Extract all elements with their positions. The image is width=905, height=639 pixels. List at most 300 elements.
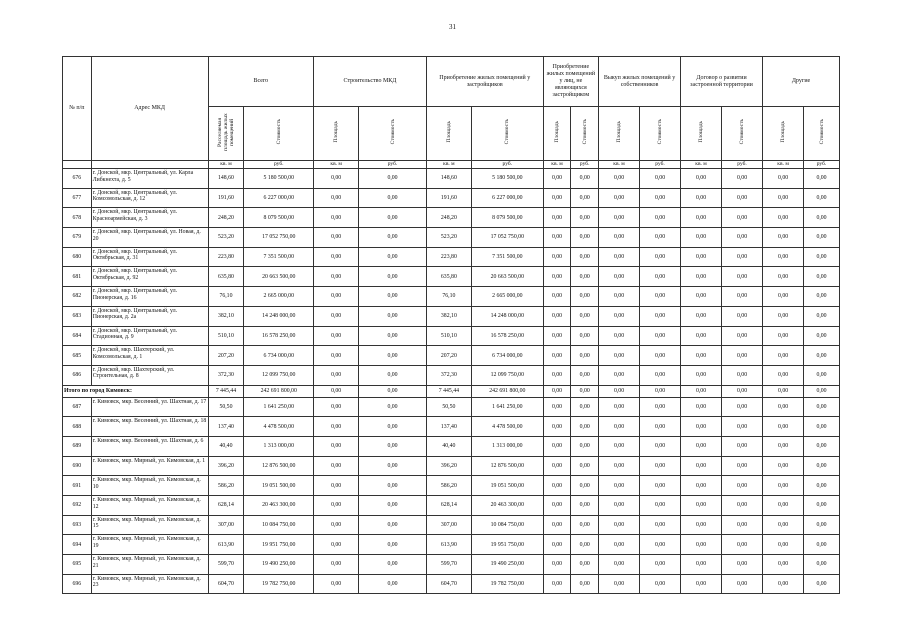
row-number: 683	[63, 306, 92, 326]
table-row	[63, 287, 840, 307]
cell-cost: 10 084 750,00	[471, 515, 543, 535]
cell-area: 0,00	[543, 326, 571, 346]
cell-area: 586,20	[208, 476, 244, 496]
cell-cost: 0,00	[722, 574, 763, 594]
subheader-area: Площадь	[763, 107, 804, 161]
cell-area: 0,00	[543, 365, 571, 385]
row-number: 693	[63, 515, 92, 535]
cell-cost: 0,00	[722, 535, 763, 555]
cell-cost: 4 478 500,00	[471, 417, 543, 437]
table-row	[63, 326, 840, 346]
cell-area: 0,00	[681, 476, 722, 496]
total-label: Итого по город Кимовск:	[63, 385, 209, 397]
subheader-cost: Стоимость	[359, 107, 427, 161]
row-address: г. Кимовск, мкр. Мирный, ул. Кимовская, д. 19	[91, 535, 208, 555]
row-number: 677	[63, 188, 92, 208]
total-area: 0,00	[681, 385, 722, 397]
cell-area: 223,80	[426, 247, 471, 267]
table-row	[63, 247, 840, 267]
cell-area: 0,00	[543, 476, 571, 496]
cell-cost: 0,00	[571, 535, 599, 555]
cell-cost: 0,00	[571, 456, 599, 476]
cell-cost: 0,00	[640, 574, 681, 594]
cell-cost: 20 663 500,00	[244, 267, 314, 287]
cell-cost: 0,00	[359, 555, 427, 575]
cell-cost: 0,00	[571, 287, 599, 307]
table-row	[63, 208, 840, 228]
cell-area: 510,10	[208, 326, 244, 346]
cell-area: 0,00	[314, 267, 359, 287]
cell-area: 0,00	[543, 515, 571, 535]
cell-area: 0,00	[599, 267, 640, 287]
cell-area: 0,00	[599, 417, 640, 437]
cell-cost: 0,00	[640, 535, 681, 555]
cell-cost: 0,00	[571, 228, 599, 248]
cell-cost: 1 313 000,00	[471, 436, 543, 456]
cell-cost: 0,00	[722, 417, 763, 437]
cell-area: 0,00	[599, 574, 640, 594]
cell-cost: 0,00	[804, 346, 840, 366]
cell-area: 50,50	[426, 397, 471, 417]
table-row	[63, 397, 840, 417]
cell-area: 0,00	[763, 169, 804, 189]
cell-cost: 0,00	[722, 287, 763, 307]
group-header-nondeveloper-purchase: Приобретение жилых помещений у лиц, не являющихся застройщиком	[543, 57, 598, 107]
cell-area: 0,00	[543, 188, 571, 208]
cell-area: 0,00	[763, 267, 804, 287]
cell-area: 0,00	[681, 417, 722, 437]
cell-cost: 0,00	[640, 436, 681, 456]
cell-cost: 0,00	[571, 188, 599, 208]
cell-cost: 0,00	[571, 267, 599, 287]
table-row	[63, 267, 840, 287]
row-address: г. Кимовск, мкр. Мирный, ул. Кимовская, д. 15	[91, 515, 208, 535]
cell-cost: 0,00	[722, 326, 763, 346]
cell-cost: 0,00	[804, 515, 840, 535]
cell-cost: 0,00	[640, 326, 681, 346]
cell-area: 0,00	[543, 574, 571, 594]
cell-cost: 0,00	[804, 169, 840, 189]
row-address: г. Донской, мкр. Шахтерский, ул. Строительная, д. 8	[91, 365, 208, 385]
cell-cost: 0,00	[359, 397, 427, 417]
table-row	[63, 306, 840, 326]
cell-area: 0,00	[314, 169, 359, 189]
cell-cost: 0,00	[640, 397, 681, 417]
cell-area: 0,00	[599, 496, 640, 516]
cell-area: 0,00	[599, 456, 640, 476]
cell-area: 191,60	[208, 188, 244, 208]
cell-cost: 0,00	[571, 346, 599, 366]
cell-area: 510,10	[426, 326, 471, 346]
cell-area: 0,00	[599, 306, 640, 326]
group-header-territory-contract: Договор о развитии застроенной территории	[681, 57, 763, 107]
cell-cost: 0,00	[722, 476, 763, 496]
row-address: г. Кимовск, мкр. Весенний, ул. Шахтная, д. 17	[91, 397, 208, 417]
cell-area: 0,00	[314, 208, 359, 228]
group-header-buyout: Выкуп жилых помещений у собственников	[599, 57, 681, 107]
cell-cost: 0,00	[359, 169, 427, 189]
cell-cost: 0,00	[804, 306, 840, 326]
cell-area: 0,00	[681, 397, 722, 417]
group-header-other: Другие	[763, 57, 840, 107]
cell-cost: 0,00	[804, 397, 840, 417]
cell-area: 0,00	[314, 535, 359, 555]
cell-area: 50,50	[208, 397, 244, 417]
cell-cost: 0,00	[722, 515, 763, 535]
cell-cost: 0,00	[640, 456, 681, 476]
cell-area: 0,00	[763, 436, 804, 456]
cell-area: 0,00	[599, 326, 640, 346]
cell-cost: 0,00	[804, 456, 840, 476]
cell-cost: 2 665 000,00	[244, 287, 314, 307]
row-number: 694	[63, 535, 92, 555]
unit-cost: руб.	[471, 161, 543, 169]
cell-area: 76,10	[426, 287, 471, 307]
cell-area: 0,00	[681, 555, 722, 575]
table-row	[63, 169, 840, 189]
page-number: 31	[449, 23, 456, 31]
cell-cost: 0,00	[804, 496, 840, 516]
cell-cost: 0,00	[640, 267, 681, 287]
cell-cost: 8 079 500,00	[244, 208, 314, 228]
cell-area: 604,70	[208, 574, 244, 594]
cell-cost: 0,00	[640, 188, 681, 208]
row-number: 676	[63, 169, 92, 189]
cell-cost: 0,00	[804, 208, 840, 228]
cell-area: 0,00	[599, 535, 640, 555]
cell-cost: 0,00	[722, 456, 763, 476]
cell-area: 382,10	[208, 306, 244, 326]
cell-area: 307,00	[426, 515, 471, 535]
cell-cost: 0,00	[359, 515, 427, 535]
cell-cost: 7 351 500,00	[244, 247, 314, 267]
cell-area: 0,00	[314, 346, 359, 366]
cell-area: 0,00	[681, 228, 722, 248]
cell-cost: 20 463 300,00	[471, 496, 543, 516]
cell-area: 40,40	[426, 436, 471, 456]
cell-area: 0,00	[543, 417, 571, 437]
cell-cost: 0,00	[804, 267, 840, 287]
cell-cost: 19 051 500,00	[244, 476, 314, 496]
cell-cost: 0,00	[722, 208, 763, 228]
cell-area: 0,00	[599, 515, 640, 535]
cell-area: 0,00	[599, 397, 640, 417]
cell-area: 0,00	[314, 397, 359, 417]
table-row	[63, 436, 840, 456]
cell-cost: 0,00	[640, 247, 681, 267]
cell-area: 0,00	[543, 496, 571, 516]
cell-cost: 0,00	[640, 287, 681, 307]
cell-cost: 0,00	[571, 397, 599, 417]
cell-cost: 0,00	[804, 555, 840, 575]
cell-cost: 0,00	[722, 436, 763, 456]
cell-area: 0,00	[763, 247, 804, 267]
cell-area: 0,00	[681, 436, 722, 456]
subheader-cost: Стоимость	[722, 107, 763, 161]
total-cost: 242 691 800,00	[471, 385, 543, 397]
unit-area: кв. м	[426, 161, 471, 169]
row-number: 687	[63, 397, 92, 417]
cell-cost: 0,00	[571, 515, 599, 535]
row-address: г. Кимовск, мкр. Мирный, ул. Кимовская, д. 1	[91, 456, 208, 476]
cell-area: 0,00	[763, 346, 804, 366]
row-address: г. Донской, мкр. Центральный, ул. Пионерская, д. 16	[91, 287, 208, 307]
cell-cost: 0,00	[722, 496, 763, 516]
unit-cost: руб.	[722, 161, 763, 169]
cell-area: 0,00	[763, 574, 804, 594]
cell-cost: 14 248 000,00	[471, 306, 543, 326]
cell-area: 382,10	[426, 306, 471, 326]
unit-empty	[63, 161, 92, 169]
row-number: 689	[63, 436, 92, 456]
row-address: г. Донской, мкр. Шахтерский, ул. Комсомольская, д. 1	[91, 346, 208, 366]
cell-area: 0,00	[314, 476, 359, 496]
cell-cost: 0,00	[640, 417, 681, 437]
cell-cost: 0,00	[359, 208, 427, 228]
cell-cost: 0,00	[804, 247, 840, 267]
cell-area: 396,20	[208, 456, 244, 476]
cell-cost: 0,00	[359, 417, 427, 437]
cell-area: 0,00	[681, 247, 722, 267]
cell-cost: 12 099 750,00	[471, 365, 543, 385]
cell-area: 599,70	[208, 555, 244, 575]
subheader-area-total: Расселяемая площадь жилых помещений	[208, 107, 244, 161]
cell-area: 0,00	[681, 208, 722, 228]
cell-area: 0,00	[599, 228, 640, 248]
cell-cost: 0,00	[571, 169, 599, 189]
cell-area: 0,00	[599, 555, 640, 575]
cell-area: 0,00	[543, 247, 571, 267]
cell-cost: 0,00	[722, 555, 763, 575]
cell-area: 0,00	[314, 365, 359, 385]
cell-cost: 0,00	[359, 476, 427, 496]
row-number: 696	[63, 574, 92, 594]
cell-area: 0,00	[314, 306, 359, 326]
cell-area: 0,00	[763, 417, 804, 437]
cell-cost: 0,00	[571, 208, 599, 228]
cell-area: 628,14	[426, 496, 471, 516]
unit-cost: руб.	[571, 161, 599, 169]
subheader-area: Площадь	[681, 107, 722, 161]
table-row	[63, 365, 840, 385]
table-row	[63, 574, 840, 594]
unit-area: кв. м	[208, 161, 244, 169]
cell-cost: 8 079 500,00	[471, 208, 543, 228]
cell-area: 148,60	[426, 169, 471, 189]
cell-area: 0,00	[681, 346, 722, 366]
cell-cost: 0,00	[571, 365, 599, 385]
cell-area: 372,30	[426, 365, 471, 385]
cell-cost: 0,00	[359, 267, 427, 287]
cell-area: 613,90	[208, 535, 244, 555]
cell-area: 599,70	[426, 555, 471, 575]
cell-area: 0,00	[314, 515, 359, 535]
cell-cost: 20 663 500,00	[471, 267, 543, 287]
cell-area: 0,00	[314, 287, 359, 307]
cell-area: 0,00	[543, 456, 571, 476]
cell-area: 586,20	[426, 476, 471, 496]
cell-cost: 0,00	[571, 574, 599, 594]
subheader-cost: Стоимость	[244, 107, 314, 161]
cell-cost: 0,00	[640, 496, 681, 516]
cell-area: 0,00	[599, 287, 640, 307]
cell-cost: 0,00	[640, 306, 681, 326]
subheader-cost: Стоимость	[571, 107, 599, 161]
cell-area: 148,60	[208, 169, 244, 189]
cell-cost: 2 665 000,00	[471, 287, 543, 307]
cell-cost: 12 099 750,00	[244, 365, 314, 385]
row-number: 681	[63, 267, 92, 287]
row-number: 686	[63, 365, 92, 385]
cell-cost: 0,00	[640, 365, 681, 385]
cell-area: 0,00	[681, 365, 722, 385]
subheader-area: Площадь	[314, 107, 359, 161]
cell-cost: 0,00	[640, 555, 681, 575]
cell-cost: 5 180 500,00	[471, 169, 543, 189]
cell-cost: 0,00	[640, 346, 681, 366]
group-header-construction: Строительство МКД	[314, 57, 427, 107]
cell-area: 0,00	[599, 346, 640, 366]
cell-cost: 10 084 750,00	[244, 515, 314, 535]
cell-area: 0,00	[763, 188, 804, 208]
cell-area: 0,00	[599, 188, 640, 208]
cell-area: 613,90	[426, 535, 471, 555]
cell-area: 0,00	[543, 436, 571, 456]
cell-area: 0,00	[599, 208, 640, 228]
cell-area: 137,40	[208, 417, 244, 437]
total-cost: 0,00	[359, 385, 427, 397]
cell-area: 0,00	[681, 287, 722, 307]
cell-area: 0,00	[681, 515, 722, 535]
cell-cost: 19 951 750,00	[471, 535, 543, 555]
cell-area: 223,80	[208, 247, 244, 267]
cell-area: 604,70	[426, 574, 471, 594]
resettlement-table	[62, 56, 840, 594]
cell-area: 207,20	[426, 346, 471, 366]
cell-area: 0,00	[763, 476, 804, 496]
cell-cost: 0,00	[359, 365, 427, 385]
cell-cost: 0,00	[359, 496, 427, 516]
cell-area: 0,00	[763, 326, 804, 346]
cell-area: 0,00	[681, 267, 722, 287]
group-header-total: Всего	[208, 57, 314, 107]
cell-cost: 0,00	[722, 306, 763, 326]
table-row	[63, 555, 840, 575]
cell-cost: 0,00	[359, 535, 427, 555]
row-number: 679	[63, 228, 92, 248]
cell-cost: 0,00	[804, 287, 840, 307]
col-address-header: Адрес МКД	[91, 57, 208, 161]
total-row	[63, 385, 840, 397]
group-header-developer-purchase: Приобретение жилых помещений у застройщиков	[426, 57, 543, 107]
cell-area: 0,00	[543, 306, 571, 326]
cell-area: 0,00	[314, 247, 359, 267]
total-area: 0,00	[314, 385, 359, 397]
cell-area: 137,40	[426, 417, 471, 437]
cell-cost: 1 641 250,00	[471, 397, 543, 417]
unit-empty	[91, 161, 208, 169]
cell-area: 396,20	[426, 456, 471, 476]
cell-cost: 0,00	[571, 496, 599, 516]
row-address: г. Донской, мкр. Центральный, ул. Карла Либкнехта, д. 5	[91, 169, 208, 189]
cell-area: 248,20	[426, 208, 471, 228]
cell-cost: 0,00	[640, 208, 681, 228]
total-cost: 0,00	[571, 385, 599, 397]
total-cost: 0,00	[804, 385, 840, 397]
cell-area: 0,00	[314, 188, 359, 208]
cell-area: 0,00	[543, 208, 571, 228]
cell-cost: 0,00	[722, 169, 763, 189]
cell-cost: 6 227 000,00	[244, 188, 314, 208]
cell-area: 0,00	[314, 496, 359, 516]
cell-cost: 6 734 000,00	[471, 346, 543, 366]
subheader-area: Площадь	[599, 107, 640, 161]
row-address: г. Кимовск, мкр. Весенний, ул. Шахтная, д. 6	[91, 436, 208, 456]
cell-area: 0,00	[543, 169, 571, 189]
cell-area: 0,00	[763, 287, 804, 307]
cell-cost: 1 313 000,00	[244, 436, 314, 456]
table-row	[63, 476, 840, 496]
total-area: 7 445,44	[208, 385, 244, 397]
cell-area: 0,00	[763, 535, 804, 555]
subheader-area: Площадь	[543, 107, 571, 161]
cell-area: 0,00	[681, 306, 722, 326]
cell-area: 191,60	[426, 188, 471, 208]
cell-area: 0,00	[314, 574, 359, 594]
cell-cost: 0,00	[804, 476, 840, 496]
cell-area: 0,00	[763, 306, 804, 326]
cell-area: 0,00	[763, 397, 804, 417]
cell-area: 0,00	[763, 515, 804, 535]
cell-cost: 0,00	[359, 574, 427, 594]
cell-area: 0,00	[681, 535, 722, 555]
cell-cost: 6 227 000,00	[471, 188, 543, 208]
cell-cost: 0,00	[804, 535, 840, 555]
table-row	[63, 346, 840, 366]
cell-cost: 0,00	[640, 515, 681, 535]
cell-cost: 0,00	[640, 476, 681, 496]
table-row	[63, 188, 840, 208]
cell-area: 0,00	[599, 169, 640, 189]
cell-area: 0,00	[763, 208, 804, 228]
cell-cost: 12 876 500,00	[471, 456, 543, 476]
cell-cost: 0,00	[359, 287, 427, 307]
cell-cost: 19 782 750,00	[471, 574, 543, 594]
cell-area: 207,20	[208, 346, 244, 366]
row-address: г. Кимовск, мкр. Мирный, ул. Кимовская, д. 21	[91, 555, 208, 575]
cell-area: 0,00	[599, 476, 640, 496]
table-row	[63, 535, 840, 555]
cell-cost: 0,00	[359, 346, 427, 366]
unit-area: кв. м	[543, 161, 571, 169]
col-number-header: № п/п	[63, 57, 92, 161]
cell-cost: 17 052 750,00	[244, 228, 314, 248]
cell-cost: 1 641 250,00	[244, 397, 314, 417]
row-address: г. Кимовск, мкр. Мирный, ул. Кимовская, д. 12	[91, 496, 208, 516]
cell-area: 635,80	[426, 267, 471, 287]
cell-area: 0,00	[543, 287, 571, 307]
total-cost: 242 691 800,00	[244, 385, 314, 397]
row-number: 688	[63, 417, 92, 437]
cell-cost: 0,00	[722, 365, 763, 385]
subheader-cost: Стоимость	[471, 107, 543, 161]
subheader-cost: Стоимость	[804, 107, 840, 161]
cell-cost: 0,00	[571, 417, 599, 437]
cell-area: 523,20	[208, 228, 244, 248]
cell-cost: 0,00	[722, 247, 763, 267]
cell-cost: 0,00	[359, 436, 427, 456]
row-address: г. Кимовск, мкр. Весенний, ул. Шахтная, д. 18	[91, 417, 208, 437]
